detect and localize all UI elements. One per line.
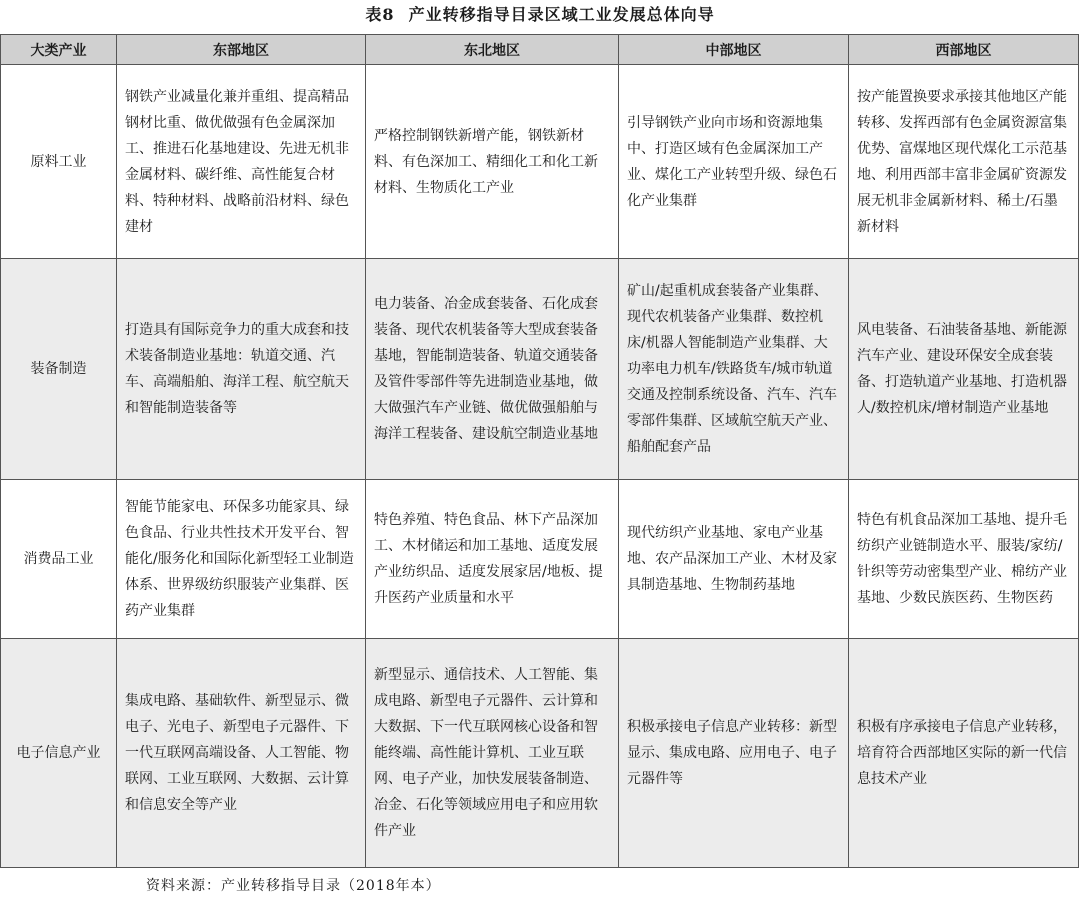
- category-cell: 原料工业: [1, 65, 117, 259]
- category-cell: 消费品工业: [1, 480, 117, 639]
- header-east: 东部地区: [117, 35, 366, 65]
- header-west: 西部地区: [849, 35, 1079, 65]
- east-cell: 钢铁产业减量化兼并重组、提高精品钢材比重、做优做强有色金属深加工、推进石化基地建设、先进无机非金属材料、碳纤维、高性能复合材料、特种材料、战略前沿材料、绿色建材: [117, 65, 366, 259]
- header-northeast: 东北地区: [366, 35, 619, 65]
- table-title: 产业转移指导目录区域工业发展总体向导: [408, 5, 715, 24]
- table-caption: [0, 4, 1080, 26]
- northeast-cell: 严格控制钢铁新增产能，钢铁新材料、有色深加工、精细化工和化工新材料、生物质化工产业: [366, 65, 619, 259]
- central-cell: 积极承接电子信息产业转移：新型显示、集成电路、应用电子、电子元器件等: [619, 639, 849, 868]
- west-cell: 积极有序承接电子信息产业转移，培育符合西部地区实际的新一代信息技术产业: [849, 639, 1079, 868]
- table-row-equipment: [1, 259, 1079, 480]
- east-cell: 智能节能家电、环保多功能家具、绿色食品、行业共性技术开发平台、智能化/服务化和国际化新型轻工业制造体系、世界级纺织服装产业集群、医药产业集群: [117, 480, 366, 639]
- northeast-cell: 新型显示、通信技术、人工智能、集成电路、新型电子元器件、云计算和大数据、下一代互联网核心设备和智能终端、高性能计算机、工业互联网、电子产业，加快发展装备制造、冶金、石化等领域应用电子和应用软件产业: [366, 639, 619, 868]
- header-category: 大类产业: [1, 35, 117, 65]
- west-cell: 按产能置换要求承接其他地区产能转移、发挥西部有色金属资源富集优势、富煤地区现代煤化工示范基地、利用西部丰富非金属矿资源发展无机非金属新材料、稀土/石墨新材料: [849, 65, 1079, 259]
- east-cell: 打造具有国际竞争力的重大成套和技术装备制造业基地：轨道交通、汽车、高端船舶、海洋工程、航空航天和智能制造装备等: [117, 259, 366, 480]
- northeast-cell: 电力装备、冶金成套装备、石化成套装备、现代农机装备等大型成套装备基地，智能制造装备、轨道交通装备及管件零部件等先进制造业基地，做大做强汽车产业链、做优做强船舶与海洋工程装备、建设航空制造业基地: [366, 259, 619, 480]
- table-number: 表8: [365, 5, 395, 24]
- table-row-consumer-goods: [1, 480, 1079, 639]
- industry-transfer-table: [0, 34, 1079, 868]
- category-cell: 装备制造: [1, 259, 117, 480]
- category-cell: 电子信息产业: [1, 639, 117, 868]
- east-cell: 集成电路、基础软件、新型显示、微电子、光电子、新型电子元器件、下一代互联网高端设备、人工智能、物联网、工业互联网、大数据、云计算和信息安全等产业: [117, 639, 366, 868]
- source-note: 资料来源：产业转移指导目录（2018年本）: [146, 878, 441, 894]
- central-cell: 现代纺织产业基地、家电产业基地、农产品深加工产业、木材及家具制造基地、生物制药基地: [619, 480, 849, 639]
- header-row: [1, 35, 1079, 65]
- central-cell: 矿山/起重机成套装备产业集群、现代农机装备产业集群、数控机床/机器人智能制造产业集群、大功率电力机车/铁路货车/城市轨道交通及控制系统设备、汽车、汽车零部件集群、区域航空航天产业、船舶配套产品: [619, 259, 849, 480]
- table-row-raw-materials: [1, 65, 1079, 259]
- table-row-electronics: [1, 639, 1079, 868]
- west-cell: 特色有机食品深加工基地、提升毛纺织产业链制造水平、服装/家纺/针织等劳动密集型产业、棉纺产业基地、少数民族医药、生物医药: [849, 480, 1079, 639]
- header-central: 中部地区: [619, 35, 849, 65]
- northeast-cell: 特色养殖、特色食品、林下产品深加工、木材储运和加工基地、适度发展产业纺织品、适度发展家居/地板、提升医药产业质量和水平: [366, 480, 619, 639]
- west-cell: 风电装备、石油装备基地、新能源汽车产业、建设环保安全成套装备、打造轨道产业基地、打造机器人/数控机床/增材制造产业基地: [849, 259, 1079, 480]
- central-cell: 引导钢铁产业向市场和资源地集中、打造区域有色金属深加工产业、煤化工产业转型升级、绿色石化产业集群: [619, 65, 849, 259]
